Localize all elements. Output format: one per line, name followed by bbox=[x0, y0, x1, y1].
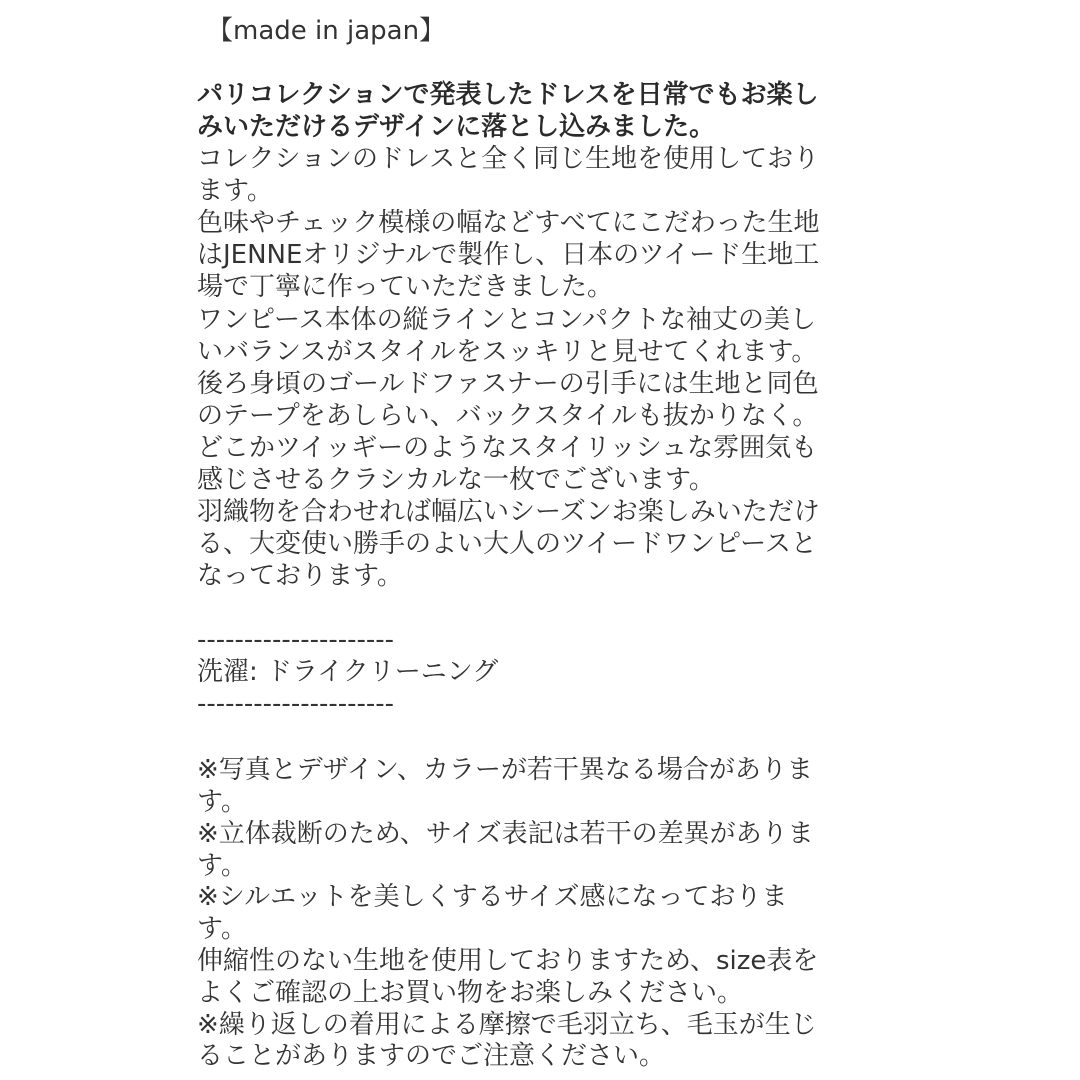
description-line: いバランスがスタイルをスッキリと見せてくれます。 bbox=[197, 337, 818, 367]
description-line: 色味やチェック模様の幅などすべてにこだわった生地 bbox=[197, 208, 820, 238]
intro-line: パリコレクションで発表したドレスを日常でもお楽し bbox=[197, 80, 819, 110]
description-line: 場で丁寧に作っていただきました。 bbox=[197, 272, 614, 302]
note-line: す。 bbox=[197, 787, 247, 817]
note-line: ※繰り返しの着用による摩擦で毛羽立ち、毛玉が生じ bbox=[197, 1010, 817, 1040]
description-line: 感じさせるクラシカルな一枚でございます。 bbox=[197, 465, 715, 495]
description-line: 後ろ身頃のゴールドファスナーの引手には生地と同色 bbox=[197, 369, 819, 399]
note-line: ※立体裁断のため、サイズ表記は若干の差異がありま bbox=[197, 819, 814, 849]
description-line: ます。 bbox=[197, 176, 273, 206]
note-line: ※写真とデザイン、カラーが若干異なる場合がありま bbox=[197, 755, 813, 785]
heading: 【made in japan】 bbox=[207, 16, 446, 46]
note-line: す。 bbox=[197, 914, 247, 944]
description-line: なっております。 bbox=[197, 561, 403, 591]
note-line: 伸縮性のない生地を使用しておりますため、size表を bbox=[197, 946, 819, 976]
divider: --------------------- bbox=[197, 689, 395, 719]
note-line: よくご確認の上お買い物をお楽しみください。 bbox=[197, 978, 744, 1008]
washing-instruction: 洗濯: ドライクリーニング bbox=[197, 657, 499, 687]
description-line: 羽織物を合わせれば幅広いシーズンお楽しみいただけ bbox=[197, 497, 820, 527]
note-line: ることがありますのでご注意ください。 bbox=[197, 1041, 666, 1071]
description-line: はJENNEオリジナルで製作し、日本のツイード生地工 bbox=[197, 240, 820, 270]
description-line: コレクションのドレスと全く同じ生地を使用しており bbox=[197, 144, 820, 174]
note-line: ※シルエットを美しくするサイズ感になっておりま bbox=[197, 882, 788, 912]
description-line: のテープをあしらい、バックスタイルも抜かりなく。 bbox=[197, 401, 819, 431]
divider: --------------------- bbox=[197, 625, 395, 655]
intro-line: みいただけるデザインに落とし込みました。 bbox=[197, 112, 716, 142]
description-line: どこかツイッギーのようなスタイリッシュな雰囲気も bbox=[197, 433, 818, 463]
note-line: す。 bbox=[197, 851, 247, 881]
description-line: る、大変使い勝手のよい大人のツイードワンピースと bbox=[197, 529, 817, 559]
description-line: ワンピース本体の縦ラインとコンパクトな袖丈の美し bbox=[197, 305, 817, 335]
